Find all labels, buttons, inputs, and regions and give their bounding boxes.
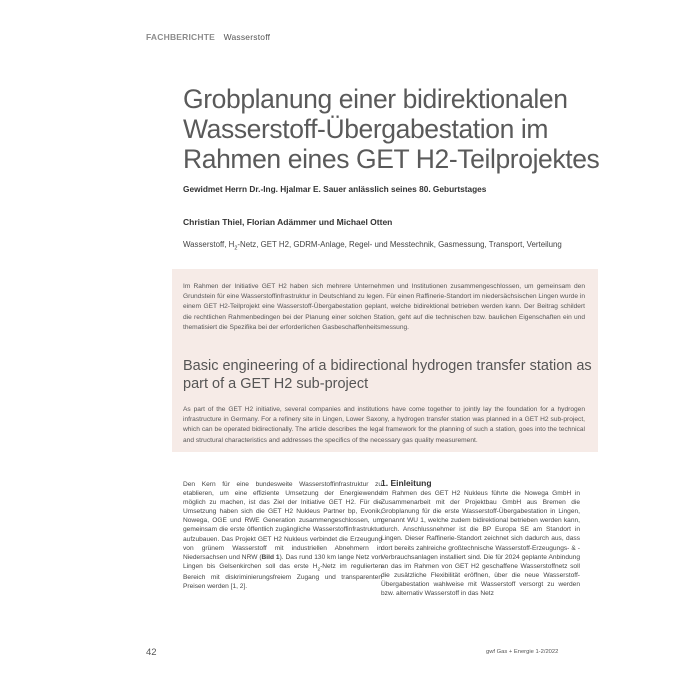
body-right-text: Im Rahmen des GET H2 Nukleus führte die Nowega GmbH in Zusammenarbeit mit der Projektbau GmbH aus Bremen die Grobplanung für die erste Wasserstoff-Übergabestation in Lingen, genannt WU 1, welche zudem bidirektional betrieben werden kann, durch. Anschlussnehmer ist die BP Europa SE am Standort in Lingen. Dieser Raffinerie-Standort zeichnet sich dadurch aus, dass dort bereits zahlreiche großtechnische Wasserstoff-Erzeugungs- & -Verbrauchsanlagen installiert sind. Die für 2024 geplante Anbindung an das im Rahmen von GET H2 geschaffene Wasserstoffnetz soll die zusätzliche Flexibilität eröffnen, über die neue Wasserstoff-Übergabestation wahlweise mit Wasserstoff versorgt zu werden bzw. alternativ Wasserstoff in das Netz <box>381 490 580 598</box>
section-category: FACHBERICHTE <box>146 32 215 42</box>
keywords-pre: Wasserstoff, H <box>183 240 235 249</box>
body-left-part3: -Netz im regulierten Bereich mit diskriminierungsfreiem Zugang und transparenten Preisen werden [1, 2]. <box>183 562 382 591</box>
keywords-post: -Netz, GET H2, GDRM-Anlage, Regel- und Messtechnik, Gasmessung, Transport, Verteilung <box>237 240 562 249</box>
abstract-german: Im Rahmen der Initiative GET H2 haben sich mehrere Unternehmen und Institutionen zusammengeschlossen, um gemeinsam den Grundstein für eine Wasserstoffinfrastruktur in Deutschland zu legen. Für einen Raffinerie-Standort im niedersächsischen Lingen wurde in einem GET H2-Teilprojekt eine Wasserstoff-Übergabestation geplant, welche bidirektional betrieben werden kann. Der Beitrag schildert die rechtlichen Rahmenbedingen bei der Planung einer solchen Station, geht auf die technischen bzw. baulichen Eigenschaften ein und thematisiert die Spezifika bei der erforderlichen Gasbeschaffenheitsmessung. <box>183 283 585 331</box>
authors: Christian Thiel, Florian Adämmer und Michael Otten <box>183 217 393 227</box>
section-heading-introduction: 1. Einleitung <box>381 478 432 488</box>
keywords <box>183 240 583 252</box>
english-title: Basic engineering of a bidirectional hydrogen transfer station as part of a GET H2 sub-project <box>183 358 592 392</box>
body-column-left <box>183 478 382 591</box>
section-topic: Wasserstoff <box>223 32 271 42</box>
figure-reference: Bild 1 <box>261 553 280 561</box>
article-title: Grobplanung einer bidirektionalen Wasserstoff-Übergabestation im Rahmen eines GET H2-Teilprojektes <box>183 84 600 174</box>
section-header <box>146 32 270 42</box>
dedication: Gewidmet Herrn Dr.-Ing. Hjalmar E. Sauer anlässlich seines 80. Geburtstages <box>183 184 487 194</box>
page-number: 42 <box>146 647 157 658</box>
abstract-english: As part of the GET H2 initiative, several companies and institutions have come together to jointly lay the foundation for a hydrogen infrastructure in Germany. For a refinery site in Lingen, Lower Saxony, a hydrogen transfer station was planned in a GET H2 sub-project, which can be operated bidirectionally. The article describes the legal framework for the planning of such a station, goes into the technical and structural characteristics and addresses the specifics of the necessary gas quality measurement. <box>183 406 585 444</box>
body-column-right <box>381 478 580 598</box>
body-left-part1: Den Kern für eine bundesweite Wasserstoffinfrastruktur zu etablieren, um eine effiziente Umsetzung der Energiewende möglich zu machen, ist das Ziel der Initiative GET H2. Für die Umsetzung haben sich die GET H2 Nukleus Partner bp, Evonik, Nowega, OGE und RWE Generation zusammengeschlossen, um gemeinsam die erste öffentlich zugängliche Wasserstoffinfrastruktur aufzubauen. Das Projekt GET H2 Nukleus verbindet die Erzeugung von grünem Wasserstoff mit industriellen Abnehmern in Niedersachsen und NRW ( <box>183 481 382 561</box>
magazine-issue: gwf Gas + Energie 1-2/2022 <box>486 649 559 655</box>
body-left-text <box>183 478 382 591</box>
body-left-sub: 2 <box>317 566 321 572</box>
body-left-part2: ). Das rund 130 km lange Netz von Lingen bis Gelsenkirchen soll das erste H <box>183 553 383 570</box>
keywords-sub: 2 <box>234 245 238 252</box>
